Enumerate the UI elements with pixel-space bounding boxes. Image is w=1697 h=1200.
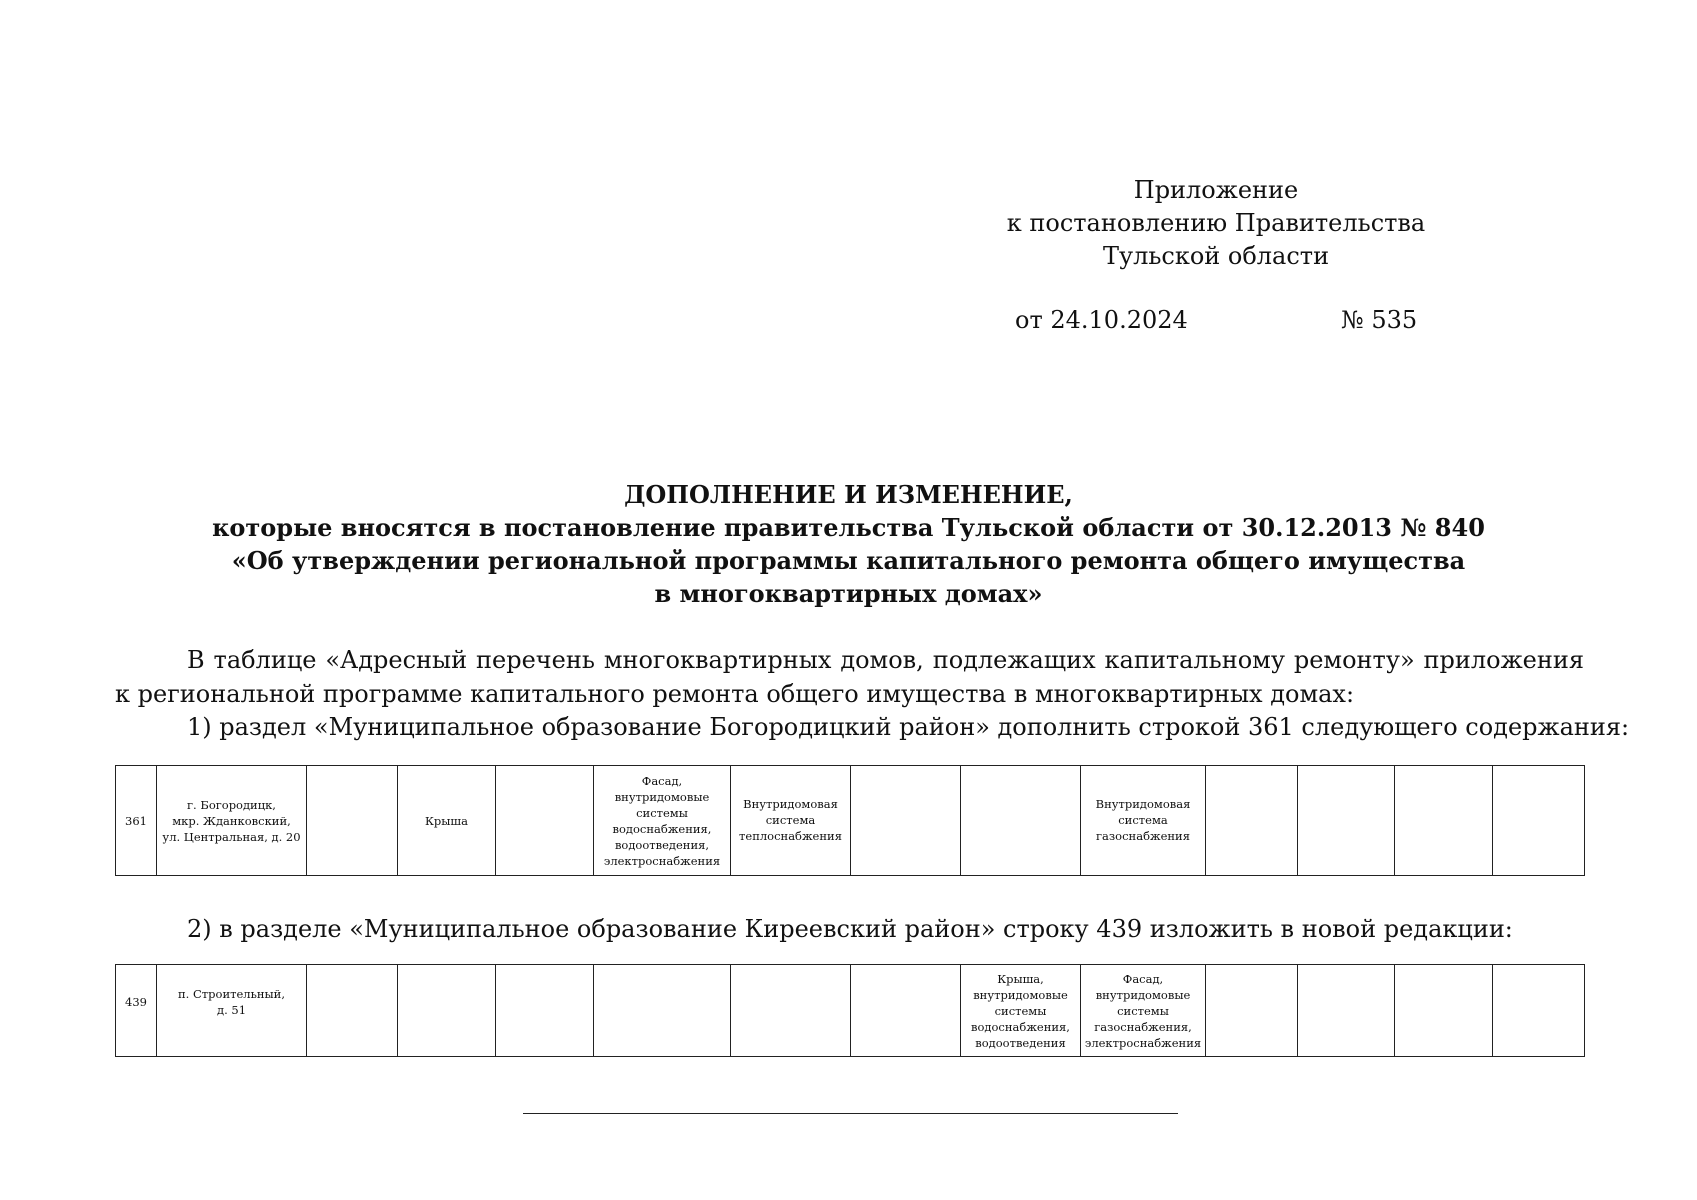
table-row: [116, 965, 1585, 1057]
table-cell: [851, 766, 961, 876]
footer-divider: [523, 1113, 1178, 1114]
amendment-table-row-361: [115, 765, 1585, 876]
heading-line-3: «Об утверждении региональной программы капитального ремонта общего имущества: [231, 546, 1466, 575]
table-cell: [1493, 766, 1585, 876]
table-cell: [307, 766, 398, 876]
table-cell: [731, 965, 851, 1057]
amendment-table-row-439: [115, 964, 1585, 1057]
heading-line-4: в многоквартирных домах»: [654, 579, 1043, 608]
table-cell: Крыша, внутридомовые системы водоснабжения, водоотведения: [961, 965, 1081, 1057]
table-cell: Крыша: [398, 766, 496, 876]
table-cell: [1395, 965, 1493, 1057]
item-2-paragraph: 2) в разделе «Муниципальное образование Киреевский район» строку 439 изложить в новой редакции:: [187, 915, 1513, 943]
table-cell: [961, 766, 1081, 876]
table-cell: 439: [116, 965, 157, 1057]
table-cell: Внутридомовая система теплоснабжения: [731, 766, 851, 876]
appendix-title: Приложение: [1133, 176, 1299, 204]
table-cell: [496, 766, 594, 876]
document-heading: [0, 478, 1697, 610]
table-cell: [594, 965, 731, 1057]
table-cell: [1298, 766, 1395, 876]
heading-line-2: которые вносятся в постановление правительства Тульской области от 30.12.2013 № 840: [212, 513, 1485, 542]
table-cell: [1206, 766, 1298, 876]
table-row: [116, 766, 1585, 876]
decree-date: от 24.10.2024: [1015, 306, 1188, 334]
appendix-header: [1006, 174, 1426, 273]
table-cell: Внутридомовая система газоснабжения: [1081, 766, 1206, 876]
table-cell: п. Строительный, д. 51: [157, 965, 307, 1057]
table-cell: [1298, 965, 1395, 1057]
table-cell: 361: [116, 766, 157, 876]
table-cell: Фасад, внутридомовые системы газоснабжения, электроснабжения: [1081, 965, 1206, 1057]
table-cell: [1395, 766, 1493, 876]
table-cell: [398, 965, 496, 1057]
intro-paragraph: В таблице «Адресный перечень многоквартирных домов, подлежащих капитальному ремонту» приложения к региональной программе капитального ремонта общего имущества в многоквартирных домах:: [115, 646, 1584, 708]
decree-number: № 535: [1341, 306, 1418, 334]
table-cell: [1493, 965, 1585, 1057]
appendix-subtitle: к постановлению Правительства: [1006, 209, 1426, 237]
table-cell: [851, 965, 961, 1057]
table-cell: [496, 965, 594, 1057]
item-1-paragraph: 1) раздел «Муниципальное образование Богородицкий район» дополнить строкой 361 следующего содержания:: [187, 713, 1630, 741]
table-cell: [307, 965, 398, 1057]
appendix-region: Тульской области: [1102, 242, 1330, 270]
table-cell: [1206, 965, 1298, 1057]
table-cell: г. Богородицк, мкр. Жданковский, ул. Центральная, д. 20: [157, 766, 307, 876]
heading-title: ДОПОЛНЕНИЕ И ИЗМЕНЕНИЕ,: [624, 480, 1073, 509]
table-cell: Фасад, внутридомовые системы водоснабжения, водоотведения, электроснабжения: [594, 766, 731, 876]
